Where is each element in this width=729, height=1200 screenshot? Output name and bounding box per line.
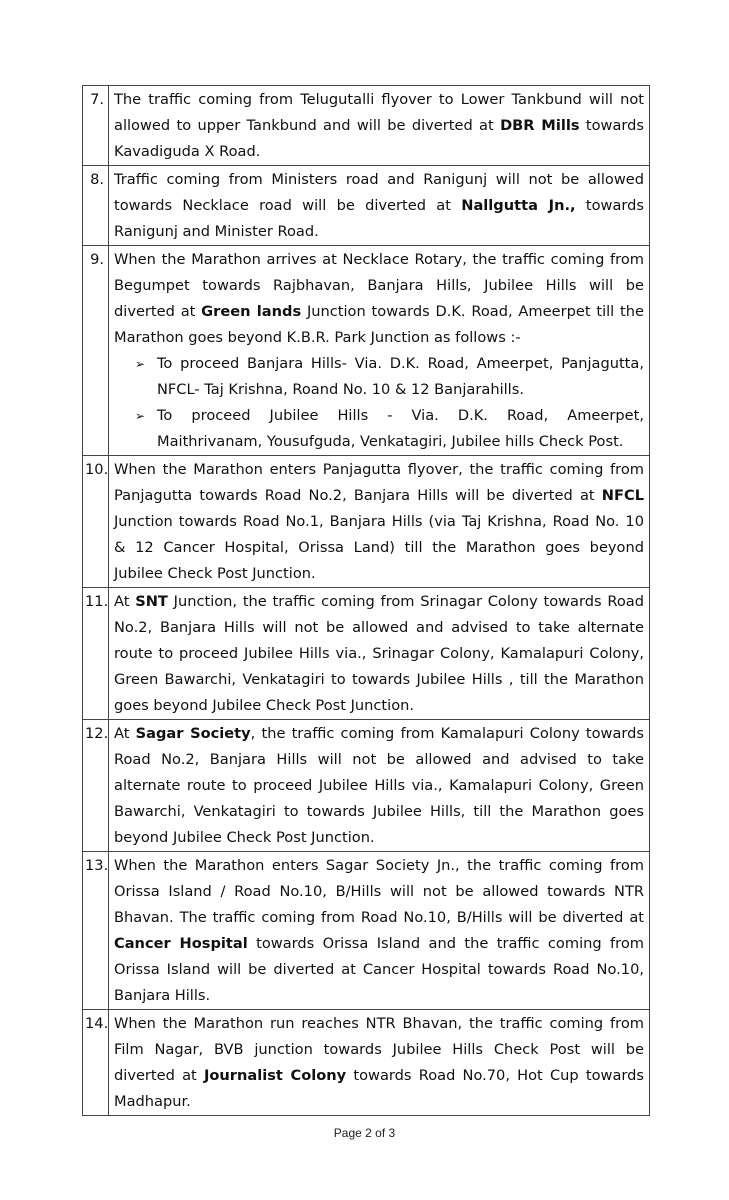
text-line [114, 483, 644, 509]
table-row [83, 246, 650, 456]
text-segment: Film Nagar, BVB junction towards Jubilee Hills Check Post will be [114, 1041, 644, 1058]
table-row [83, 166, 650, 246]
text-line [114, 721, 644, 747]
text-segment: route to proceed Jubilee Hills via., Srinagar Colony, Kamalapuri Colony, [114, 645, 644, 662]
text-line [114, 957, 644, 983]
text-segment: Begumpet towards Rajbhavan, Banjara Hills, Jubilee Hills will be [114, 277, 644, 294]
text-line [114, 457, 644, 483]
text-line [114, 561, 644, 587]
text-line [114, 879, 644, 905]
text-segment: Panjagutta towards Road No.2, Banjara Hills will be diverted at [114, 487, 602, 504]
text-segment: Maithrivanam, Yousufguda, Venkatagiri, Jubilee hills Check Post. [157, 433, 624, 450]
text-segment: Madhapur. [114, 1093, 191, 1110]
text-segment: No.2, Banjara Hills will not be allowed and advised to take alternate [114, 619, 644, 636]
item-text [109, 86, 650, 166]
text-segment: When the Marathon run reaches NTR Bhavan, the traffic coming from [114, 1015, 644, 1032]
text-segment: Orissa Island / Road No.10, B/Hills will not be allowed towards NTR [114, 883, 644, 900]
text-line [157, 377, 644, 403]
text-line [114, 87, 644, 113]
table-row [83, 86, 650, 166]
text-line [114, 247, 644, 273]
text-segment: Bawarchi, Venkatagiri to towards Jubilee Hills, till the Marathon goes [114, 803, 644, 820]
text-segment: Marathon goes beyond K.B.R. Park Junction as follows :- [114, 329, 521, 346]
route-list [114, 351, 644, 455]
text-line [114, 1063, 644, 1089]
item-text [109, 1010, 650, 1116]
text-segment: towards Necklace road will be diverted at [114, 197, 462, 214]
text-line [114, 1011, 644, 1037]
item-number: 7. [83, 86, 109, 166]
text-segment: Orissa Island will be diverted at Cancer Hospital towards Road No.10, [114, 961, 644, 978]
text-segment: towards [575, 197, 645, 214]
diversion-table-body [83, 86, 650, 1116]
text-line [114, 1037, 644, 1063]
bold-location: Cancer Hospital [114, 935, 248, 952]
bold-location: Nallgutta Jn., [461, 197, 576, 214]
text-segment: , the traffic coming from Kamalapuri Colony towards [250, 725, 645, 742]
bold-location: NFCL [601, 487, 644, 504]
text-line [114, 535, 644, 561]
text-line [114, 509, 644, 535]
bold-location: Sagar Society [135, 725, 251, 742]
bold-location: Green lands [201, 303, 302, 320]
item-text [109, 588, 650, 720]
text-line [114, 825, 644, 851]
item-text [109, 246, 650, 456]
route-list-item [114, 351, 644, 403]
text-segment: When the Marathon enters Sagar Society Jn., the traffic coming from [114, 857, 644, 874]
text-segment: Kavadiguda X Road. [114, 143, 261, 160]
text-line [114, 641, 644, 667]
text-segment: towards [579, 117, 645, 134]
text-line [114, 273, 644, 299]
text-segment: At [114, 593, 136, 610]
text-line [114, 853, 644, 879]
text-line [114, 219, 644, 245]
text-line [114, 589, 644, 615]
text-line [114, 905, 644, 931]
bold-location: DBR Mills [500, 117, 580, 134]
text-segment: To proceed Jubilee Hills - Via. D.K. Road, Ameerpet, [157, 407, 644, 424]
text-line [114, 799, 644, 825]
text-segment: towards Orissa Island and the traffic coming from [247, 935, 644, 952]
table-row [83, 720, 650, 852]
bold-location: SNT [135, 593, 168, 610]
arrowhead-bullet-icon: ➢ [135, 357, 146, 371]
text-segment: goes beyond Jubilee Check Post Junction. [114, 697, 415, 714]
text-segment: diverted at [114, 303, 202, 320]
text-line [157, 429, 644, 455]
text-segment: Bhavan. The traffic coming from Road No.10, B/Hills will be diverted at [114, 909, 644, 926]
item-number: 14. [83, 1010, 109, 1116]
text-line [114, 113, 644, 139]
text-line [114, 773, 644, 799]
bold-location: Journalist Colony [203, 1067, 347, 1084]
text-segment: To proceed Banjara Hills- Via. D.K. Road, Ameerpet, Panjagutta, [157, 355, 644, 372]
text-line [114, 615, 644, 641]
text-segment: When the Marathon enters Panjagutta flyover, the traffic coming from [114, 461, 644, 478]
text-segment: Green Bawarchi, Venkatagiri to towards Jubilee Hills , till the Marathon [114, 671, 644, 688]
route-list-item [114, 403, 644, 455]
item-number: 11. [83, 588, 109, 720]
item-text [109, 456, 650, 588]
text-line [114, 299, 644, 325]
text-segment: Jubilee Check Post Junction. [114, 565, 316, 582]
table-row [83, 1010, 650, 1116]
item-number: 12. [83, 720, 109, 852]
text-segment: Ranigunj and Minister Road. [114, 223, 319, 240]
text-segment: allowed to upper Tankbund and will be diverted at [114, 117, 501, 134]
item-number: 13. [83, 852, 109, 1010]
text-segment: The traffic coming from Telugutalli flyover to Lower Tankbund will not [114, 91, 644, 108]
table-row [83, 588, 650, 720]
text-segment: At [114, 725, 136, 742]
diversion-table [82, 85, 650, 1116]
table-row [83, 852, 650, 1010]
text-line [114, 983, 644, 1009]
text-segment: alternate route to proceed Jubilee Hills via., Kamalapuri Colony, Green [114, 777, 644, 794]
item-text [109, 166, 650, 246]
text-segment: Junction, the traffic coming from Srinagar Colony towards Road [167, 593, 644, 610]
text-segment: towards Road No.70, Hot Cup towards [346, 1067, 645, 1084]
text-line [157, 351, 644, 377]
text-line [114, 667, 644, 693]
page-number: Page 2 of 3 [333, 1126, 396, 1140]
text-segment: Junction towards D.K. Road, Ameerpet till the [301, 303, 644, 320]
item-number: 9. [83, 246, 109, 456]
item-text [109, 852, 650, 1010]
text-line [114, 193, 644, 219]
text-line [114, 693, 644, 719]
text-segment: diverted at [114, 1067, 204, 1084]
text-segment: beyond Jubilee Check Post Junction. [114, 829, 375, 846]
text-line [114, 325, 644, 351]
table-row [83, 456, 650, 588]
text-segment: Traffic coming from Ministers road and Ranigunj will not be allowed [114, 171, 644, 188]
text-segment: & 12 Cancer Hospital, Orissa Land) till the Marathon goes beyond [114, 539, 644, 556]
text-segment: When the Marathon arrives at Necklace Rotary, the traffic coming from [114, 251, 644, 268]
text-line [114, 1089, 644, 1115]
text-line [114, 139, 644, 165]
text-segment: NFCL- Taj Krishna, Roand No. 10 & 12 Banjarahills. [157, 381, 524, 398]
text-segment: Banjara Hills. [114, 987, 211, 1004]
item-number: 8. [83, 166, 109, 246]
text-line [114, 167, 644, 193]
text-segment: Junction towards Road No.1, Banjara Hills (via Taj Krishna, Road No. 10 [114, 513, 644, 530]
item-number: 10. [83, 456, 109, 588]
text-segment: Road No.2, Banjara Hills will not be allowed and advised to take [114, 751, 644, 768]
arrowhead-bullet-icon: ➢ [135, 409, 146, 423]
text-line [114, 747, 644, 773]
text-line [114, 931, 644, 957]
item-text [109, 720, 650, 852]
text-line [157, 403, 644, 429]
